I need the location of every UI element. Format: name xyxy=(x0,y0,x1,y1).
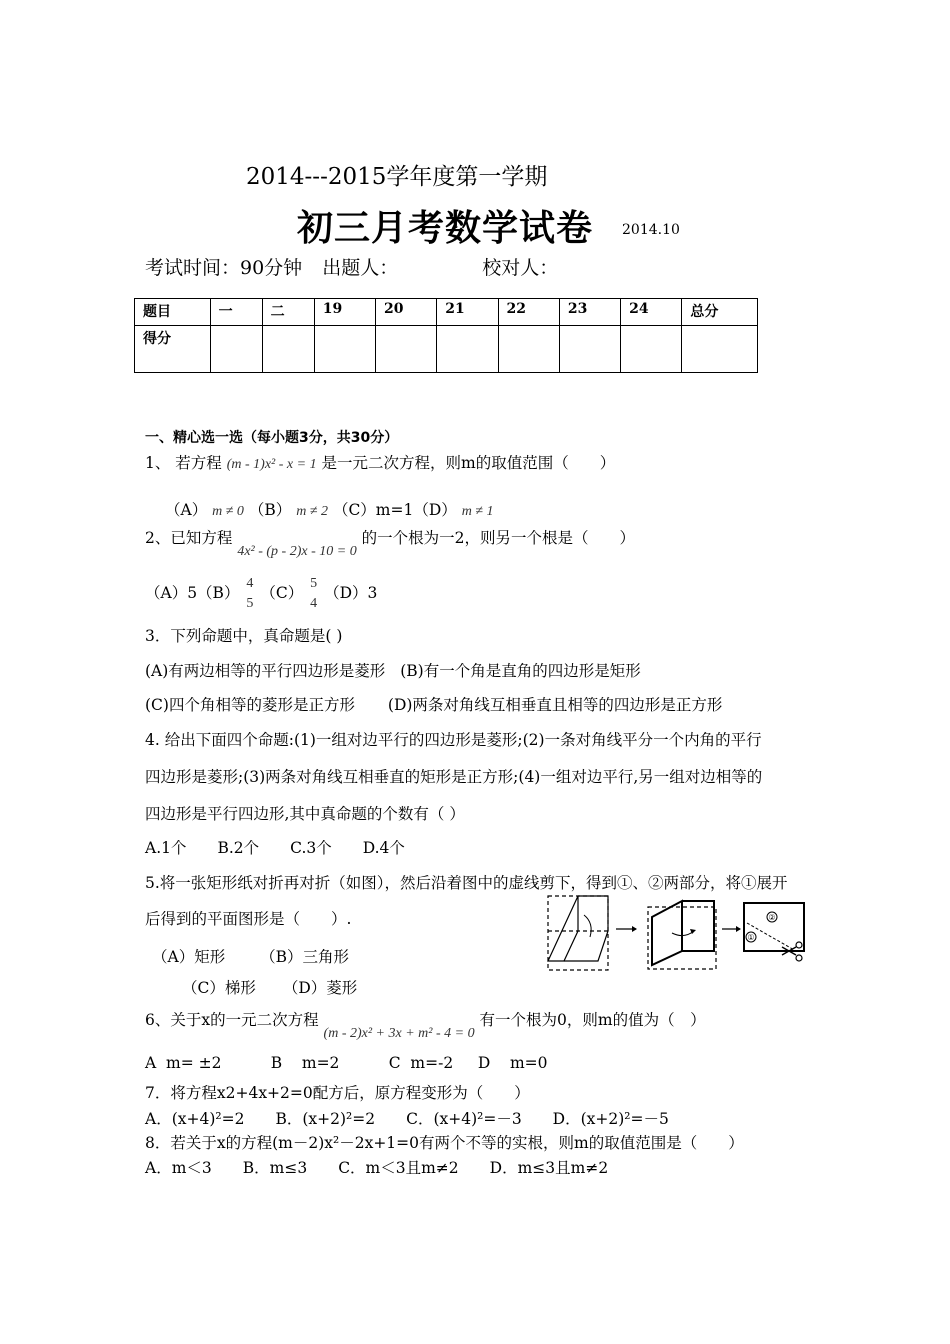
exam-date: 2014.10 xyxy=(622,222,680,238)
q5-line-2: 后得到的平面图形是（ ）. xyxy=(145,910,352,928)
q4-line-2: 四边形是菱形;(3)两条对角线互相垂直的矩形是正方形;(4)一组对边平行,另一组对边相等的 xyxy=(145,768,763,786)
score-header-cell: 总分 xyxy=(682,299,758,326)
score-header-cell: 一 xyxy=(210,299,262,326)
q4-line-1: 4. 给出下面四个命题:(1)一组对边平行的四边形是菱形;(2)一条对角线平分一个内角的平行 xyxy=(145,731,762,749)
q2-opt-c: （C） xyxy=(260,584,304,602)
score-cell[interactable] xyxy=(375,326,436,373)
score-header-cell: 23 xyxy=(559,299,620,326)
q6-prefix: 6、关于x的一元二次方程 xyxy=(145,1011,319,1029)
q2-frac-b xyxy=(246,574,253,614)
score-table-header-row xyxy=(135,299,758,326)
q4-line-3: 四边形是平行四边形,其中真命题的个数有（ ） xyxy=(145,805,465,823)
q2-frac-b-den: 5 xyxy=(246,596,254,611)
q5-opt-a: （A）矩形 xyxy=(152,948,226,966)
q1-opt-b: （B） xyxy=(248,501,292,519)
q5-opt-b: （B）三角形 xyxy=(260,948,350,966)
score-table xyxy=(134,298,758,373)
q3-row2 xyxy=(145,693,722,715)
q2-frac-c xyxy=(310,574,317,614)
question-6 xyxy=(145,1008,706,1041)
score-header-cell: 22 xyxy=(498,299,559,326)
q3-opt-d: (D)两条对角线互相垂直且相等的四边形是正方形 xyxy=(387,696,723,714)
exam-author: 出题人： xyxy=(322,257,399,279)
q6-equation: (m - 2)x² + 3x + m² - 4 = 0 xyxy=(323,1026,475,1041)
q1-equation: (m - 1)x² - x = 1 xyxy=(226,457,317,472)
q2-frac-b-num: 4 xyxy=(246,576,254,591)
fold-step-3 xyxy=(744,903,804,961)
question-3: 3．下列命题中，真命题是( ) xyxy=(145,627,343,645)
score-cell[interactable] xyxy=(498,326,559,373)
fig-label-1: ① xyxy=(747,933,755,942)
q4-options: A.1个 B.2个 C.3个 D.4个 xyxy=(145,839,405,857)
score-cell[interactable] xyxy=(210,326,262,373)
question-7: 7．将方程x2+4x+2=0配方后，原方程变形为（ ） xyxy=(145,1084,530,1102)
q3-opt-a: (A)有两边相等的平行四边形是菱形 xyxy=(145,662,386,680)
fig-label-2: ② xyxy=(768,913,776,922)
q1-opt-a: （A） xyxy=(165,501,208,519)
q6-options: A m= ±2 B m=2 C m=-2 D m=0 xyxy=(145,1054,548,1072)
score-header-cell: 21 xyxy=(437,299,498,326)
question-8: 8．若关于x的方程(m－2)x²－2x+1=0有两个不等的实根，则m的取值范围是（ ） xyxy=(145,1134,744,1152)
question-1 xyxy=(145,451,615,473)
exam-meta xyxy=(145,253,558,280)
q3-row1 xyxy=(145,659,641,681)
score-cell[interactable] xyxy=(437,326,498,373)
score-row-label: 得分 xyxy=(135,326,211,373)
q5-line-1: 5.将一张矩形纸对折再对折（如图），然后沿着图中的虚线剪下，得到①、②两部分，将①展开 xyxy=(145,874,788,892)
score-cell[interactable] xyxy=(621,326,682,373)
exam-time: 考试时间：90分钟 xyxy=(145,257,303,279)
score-header-cell: 题目 xyxy=(135,299,211,326)
score-header-cell: 二 xyxy=(262,299,314,326)
score-header-cell: 20 xyxy=(375,299,436,326)
q3-opt-c: (C)四个角相等的菱形是正方形 xyxy=(145,696,355,714)
q1-prefix: 1、 若方程 xyxy=(145,454,222,472)
q5-row2 xyxy=(182,976,357,998)
q2-prefix: 2、已知方程 xyxy=(145,529,233,547)
q3-opt-b: (B)有一个角是直角的四边形是矩形 xyxy=(400,662,641,680)
q2-options xyxy=(145,574,377,614)
q2-opt-a: （A）5（B） xyxy=(145,584,240,602)
exam-year-term: 2014---2015学年度第一学期 xyxy=(246,164,548,190)
q7-options: A．(x+4)²=2 B．(x+2)²=2 C．(x+4)²=－3 D．(x+2)²=－5 xyxy=(145,1110,669,1128)
q1-opt-b-math: m ≠ 2 xyxy=(296,504,328,519)
q2-suffix: 的一个根为一2，则另一个根是（ ） xyxy=(361,529,636,547)
q5-opt-c: （C）梯形 xyxy=(182,979,256,997)
score-header-cell: 19 xyxy=(314,299,375,326)
score-cell[interactable] xyxy=(314,326,375,373)
q2-equation: 4x² - (p - 2)x - 10 = 0 xyxy=(237,544,357,559)
q1-options xyxy=(165,498,494,520)
score-table-score-row xyxy=(135,326,758,373)
fold-step-2 xyxy=(648,901,716,969)
q6-suffix: 有一个根为0，则m的值为（ ） xyxy=(479,1011,706,1029)
fold-step-1 xyxy=(548,896,608,970)
q2-opt-d: （D）3 xyxy=(324,584,378,602)
question-2 xyxy=(145,526,636,559)
q5-opt-d: （D）菱形 xyxy=(282,979,358,997)
q1-opt-a-math: m ≠ 0 xyxy=(212,504,244,519)
score-cell[interactable] xyxy=(262,326,314,373)
exam-title: 初三月考数学试卷 xyxy=(297,208,594,249)
score-cell[interactable] xyxy=(559,326,620,373)
q2-frac-c-den: 4 xyxy=(310,596,318,611)
q5-row1 xyxy=(152,945,349,967)
exam-checker: 校对人： xyxy=(482,257,559,279)
score-header-cell: 24 xyxy=(621,299,682,326)
q1-opt-c: （C）m=1（D） xyxy=(332,501,457,519)
folding-figure xyxy=(544,893,810,975)
score-cell[interactable] xyxy=(682,326,758,373)
q1-suffix: 是一元二次方程，则m的取值范围（ ） xyxy=(321,454,616,472)
section-heading: 一、精心选一选（每小题3分，共30分） xyxy=(145,430,399,446)
q2-frac-c-num: 5 xyxy=(310,576,318,591)
q1-opt-d-math: m ≠ 1 xyxy=(461,504,494,519)
q8-options: A．m＜3 B．m≤3 C．m＜3且m≠2 D．m≤3且m≠2 xyxy=(145,1159,609,1177)
